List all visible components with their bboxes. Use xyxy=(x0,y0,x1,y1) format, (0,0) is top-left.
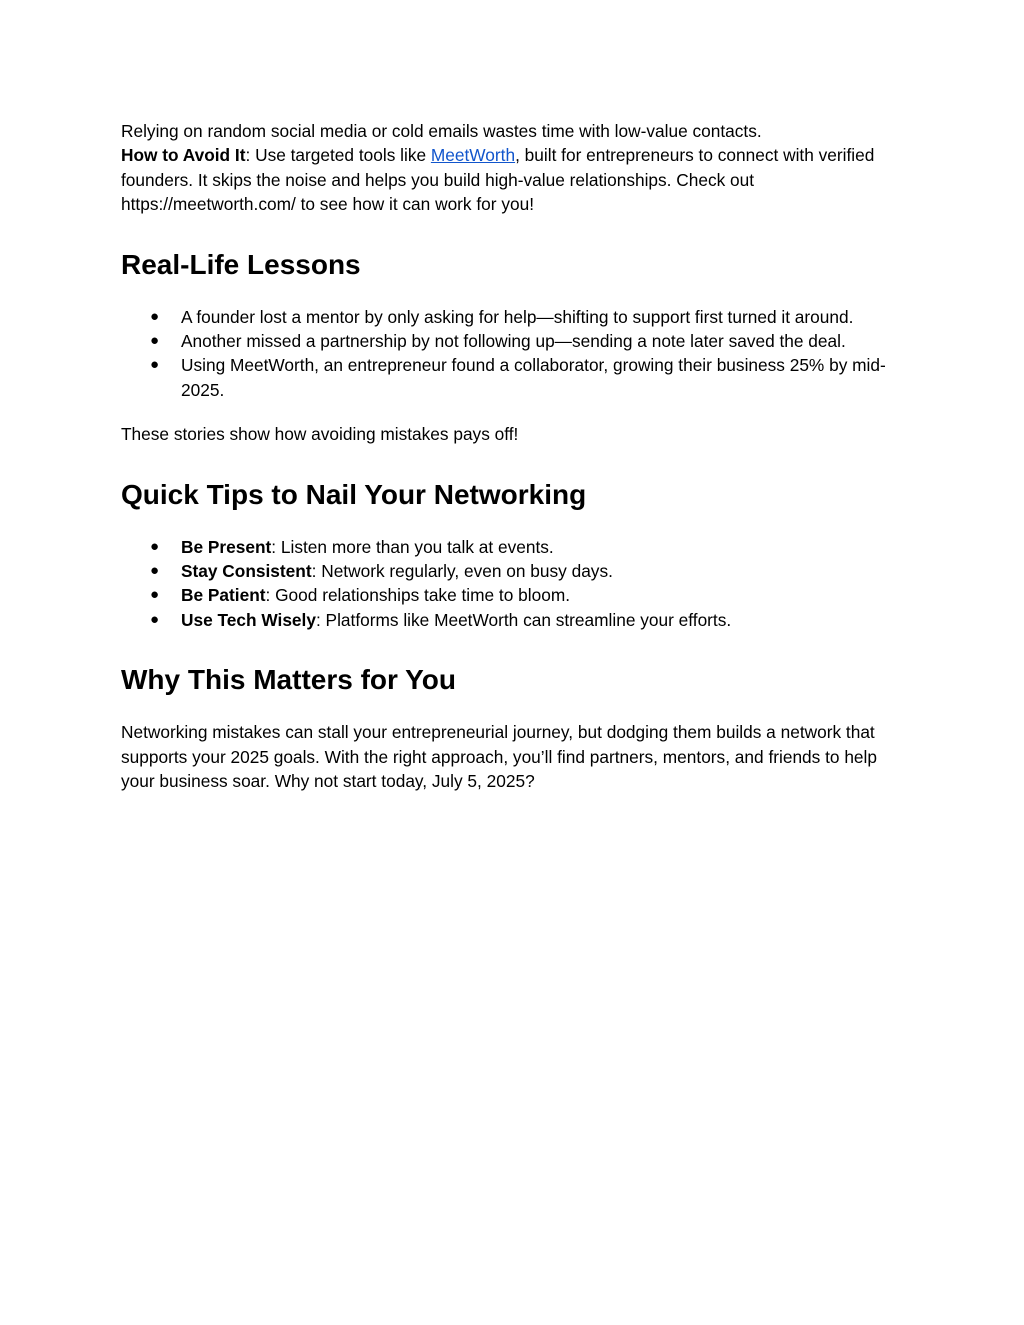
lessons-list xyxy=(121,305,911,403)
tip-text: : Platforms like MeetWorth can streamline your efforts. xyxy=(315,609,732,630)
real-life-lessons-heading: Real-Life Lessons xyxy=(121,248,361,280)
list-item xyxy=(121,583,911,607)
tip-label: Stay Consistent xyxy=(181,561,312,582)
why-this-matters-heading: Why This Matters for You xyxy=(121,664,456,696)
tips-list xyxy=(121,535,911,633)
lesson-text: Another missed a partnership by not following up—sending a note later saved the deal. xyxy=(181,331,846,352)
how-to-avoid-label: How to Avoid It xyxy=(121,145,246,166)
bullet-icon: ● xyxy=(150,586,160,604)
bullet-icon: ● xyxy=(150,356,160,374)
tip-label: Be Patient xyxy=(181,585,266,606)
how-to-avoid-text-end: , built for entrepreneurs to connect with verified founders. It skips the noise and helps you build high-value relationships. Check out https://meetworth.com/ to see how it can work for you! xyxy=(121,145,875,215)
tip-text: : Network regularly, even on busy days. xyxy=(311,561,613,582)
list-item xyxy=(121,559,911,583)
quick-tips-heading: Quick Tips to Nail Your Networking xyxy=(121,478,587,510)
bullet-icon: ● xyxy=(150,332,160,350)
list-item xyxy=(121,608,911,632)
bullet-icon: ● xyxy=(150,537,160,555)
document-page xyxy=(121,119,911,794)
intro-line: Relying on random social media or cold emails wastes time with low-value contacts. xyxy=(121,121,762,141)
bullet-icon: ● xyxy=(150,562,160,580)
bullet-icon: ● xyxy=(150,610,160,628)
list-item xyxy=(121,535,911,559)
tip-text: : Listen more than you talk at events. xyxy=(271,536,554,557)
list-item xyxy=(121,329,911,353)
meetworth-link[interactable]: MeetWorth xyxy=(430,145,516,166)
why-this-matters-paragraph: Networking mistakes can stall your entrepreneurial journey, but dodging them builds a network that supports your 2025 goals. With the right approach, you’ll find partners, mentors, and friends to help your business soar. Why not start today, July 5, 2025? xyxy=(121,722,877,792)
tip-label: Be Present xyxy=(181,536,272,557)
tip-label: Use Tech Wisely xyxy=(181,609,316,630)
lessons-summary: These stories show how avoiding mistakes pays off! xyxy=(121,424,519,445)
bullet-icon: ● xyxy=(150,307,160,325)
lesson-text: Using MeetWorth, an entrepreneur found a collaborator, growing their business 25% by mid-2025. xyxy=(181,355,886,400)
intro-paragraph xyxy=(121,119,911,217)
how-to-avoid-text-start: : Use targeted tools like xyxy=(245,145,431,166)
lesson-text: A founder lost a mentor by only asking for help—shifting to support first turned it around. xyxy=(181,306,854,327)
tip-text: : Good relationships take time to bloom. xyxy=(265,585,571,606)
list-item xyxy=(121,353,911,402)
list-item xyxy=(121,305,911,329)
